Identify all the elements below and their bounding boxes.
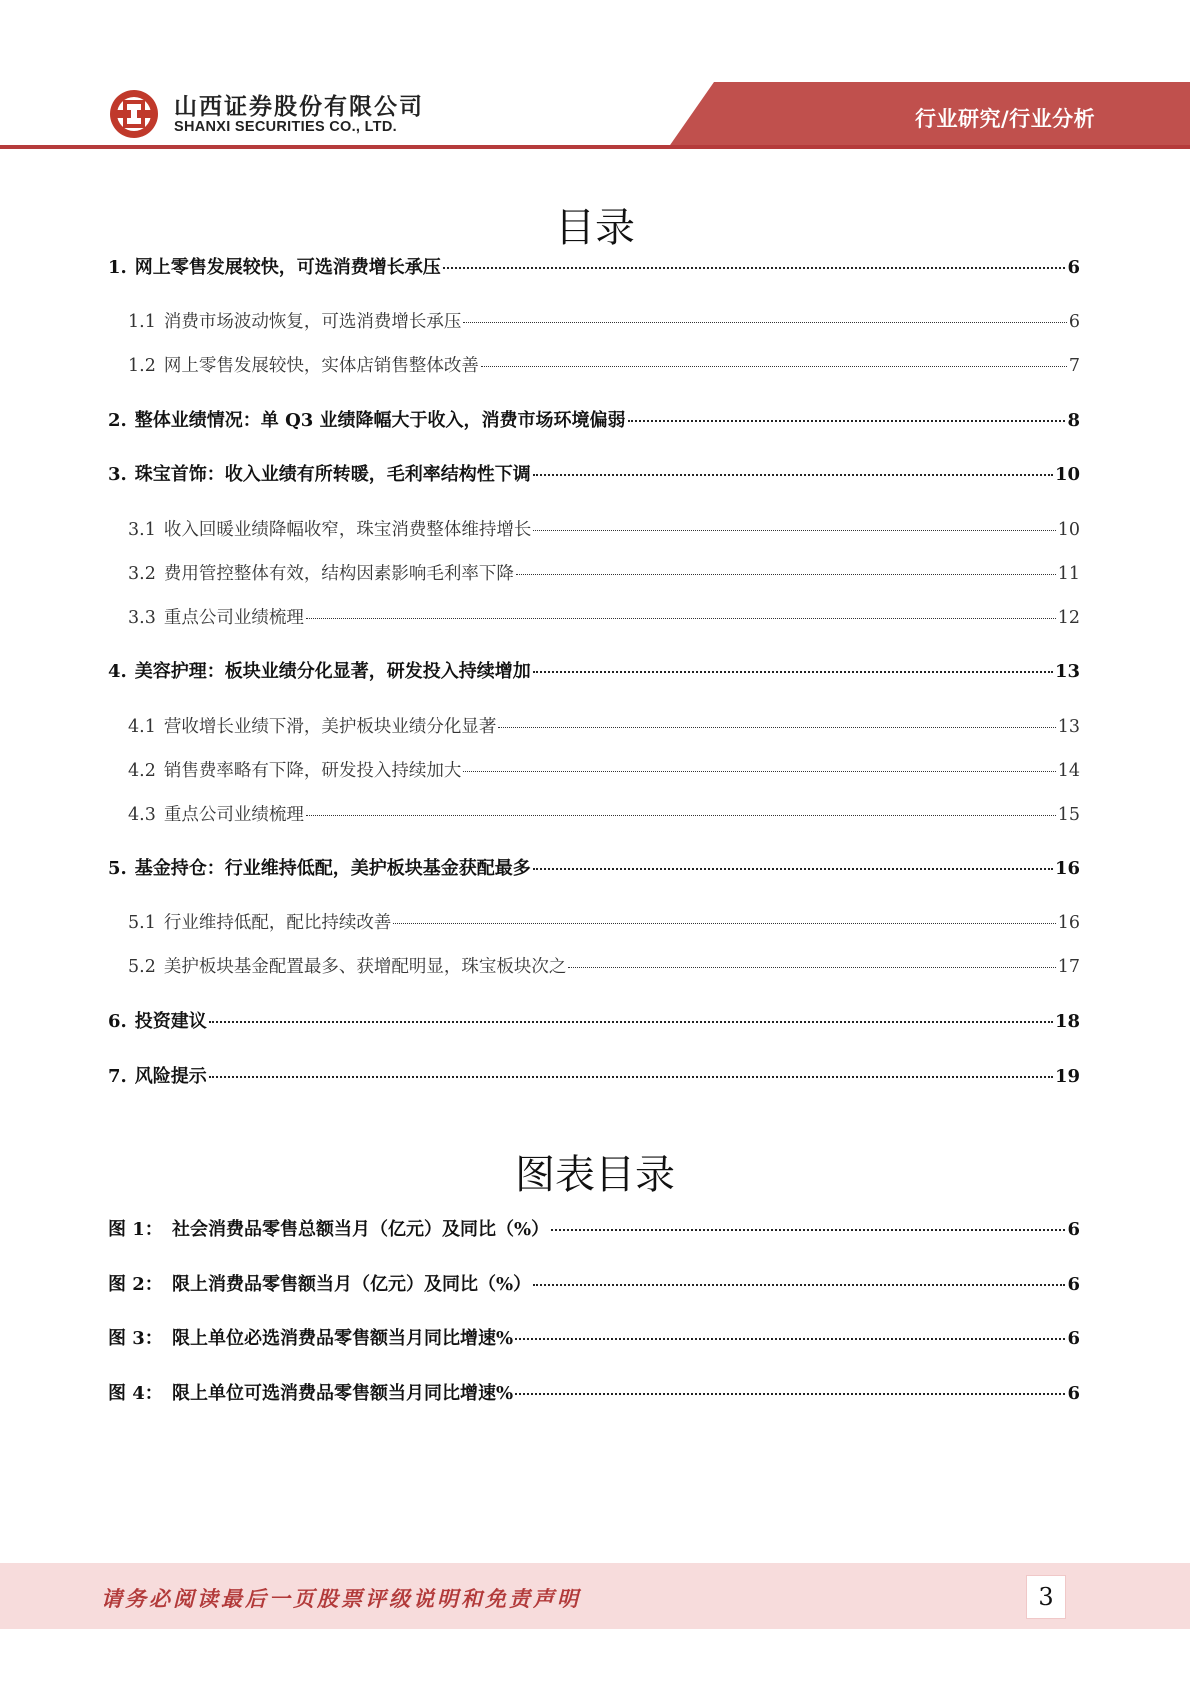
- toc-dot-leader: [393, 923, 1055, 924]
- toc-entry-title: 销售费率略有下降，研发投入持续加大: [163, 761, 462, 781]
- figure-dot-leader: [515, 1338, 1065, 1340]
- figure-entry-page: 6: [1067, 1274, 1080, 1295]
- figure-entry-title: 限上单位必选消费品零售额当月同比增速%: [172, 1328, 514, 1349]
- toc-entry-number: 7.: [108, 1066, 127, 1087]
- toc-dot-leader: [498, 727, 1055, 728]
- toc-entry-title: 美容护理：板块业绩分化显著，研发投入持续增加: [134, 661, 531, 682]
- toc-entry[interactable]: [128, 354, 1080, 378]
- toc-entry-page: 17: [1057, 957, 1080, 977]
- toc-dot-leader: [481, 366, 1067, 367]
- toc-entry-number: 3.: [108, 464, 127, 485]
- toc-entry[interactable]: [128, 606, 1080, 630]
- figure-entry-label: 图 3：: [108, 1328, 163, 1349]
- toc-entry-number: 4.1: [128, 717, 156, 737]
- toc-dot-leader: [306, 815, 1056, 816]
- page-number: 3: [1026, 1575, 1066, 1619]
- toc-entry[interactable]: [108, 463, 1080, 487]
- toc-entry-page: 16: [1057, 913, 1080, 933]
- figure-entry-label: 图 2：: [108, 1274, 163, 1295]
- figure-entry[interactable]: [108, 1218, 1080, 1242]
- toc-entry[interactable]: [128, 911, 1080, 935]
- toc-entry-title: 珠宝首饰：收入业绩有所转暖，毛利率结构性下调: [134, 464, 531, 485]
- toc-entry[interactable]: [128, 562, 1080, 586]
- figure-dot-leader: [515, 1393, 1065, 1395]
- toc-entry-number: 3.3: [128, 608, 156, 628]
- toc-entry-page: 11: [1057, 564, 1080, 584]
- toc-entry[interactable]: [128, 759, 1080, 783]
- figure-entry-page: 6: [1067, 1383, 1080, 1404]
- toc-dot-leader: [443, 267, 1066, 269]
- toc-entry-title: 重点公司业绩梳理: [163, 805, 304, 825]
- toc-entry-title: 行业维持低配，配比持续改善: [163, 913, 392, 933]
- toc-entry-title: 风险提示: [134, 1066, 207, 1087]
- figure-entry-label: 图 1：: [108, 1219, 163, 1240]
- toc-dot-leader: [568, 967, 1055, 968]
- toc-entry-page: 10: [1054, 464, 1080, 485]
- toc-entry[interactable]: [108, 857, 1080, 881]
- toc-entry-title: 网上零售发展较快，实体店销售整体改善: [163, 356, 479, 376]
- toc-entry-page: 7: [1068, 356, 1080, 376]
- figure-entry[interactable]: [108, 1327, 1080, 1351]
- toc-entry-title: 营收增长业绩下滑，美护板块业绩分化显著: [163, 717, 497, 737]
- toc-entry-page: 18: [1054, 1011, 1080, 1032]
- toc-entry-title: 投资建议: [134, 1011, 207, 1032]
- figure-entry[interactable]: [108, 1273, 1080, 1297]
- toc-entry[interactable]: [128, 803, 1080, 827]
- figure-entry-page: 6: [1067, 1219, 1080, 1240]
- toc-entry-page: 12: [1057, 608, 1080, 628]
- toc-entry[interactable]: [108, 1010, 1080, 1034]
- toc-entry[interactable]: [128, 715, 1080, 739]
- toc-title: 目录: [555, 205, 635, 251]
- toc-entry-number: 5.2: [128, 957, 156, 977]
- disclaimer-note[interactable]: 请务必阅读最后一页股票评级说明和免责声明: [101, 1586, 581, 1611]
- toc-entry[interactable]: [128, 518, 1080, 542]
- header-divider: [0, 145, 1190, 149]
- toc-dot-leader: [463, 771, 1055, 772]
- figure-entry[interactable]: [108, 1382, 1080, 1406]
- toc-dot-leader: [533, 474, 1053, 476]
- toc-entry-number: 2.: [108, 410, 127, 431]
- toc-entry-number: 3.2: [128, 564, 156, 584]
- toc-entry-page: 13: [1054, 661, 1080, 682]
- toc-dot-leader: [306, 618, 1056, 619]
- toc-entry-title: 美护板块基金配置最多、获增配明显，珠宝板块次之: [163, 957, 567, 977]
- company-logo-icon: [108, 88, 160, 140]
- toc-entry-title: 消费市场波动恢复，可选消费增长承压: [163, 312, 462, 332]
- toc-entry[interactable]: [108, 660, 1080, 684]
- company-name-en: SHANXI SECURITIES CO., LTD.: [174, 119, 397, 135]
- figure-dot-leader: [533, 1284, 1065, 1286]
- figure-list-title: 图表目录: [515, 1152, 675, 1198]
- page-header: [0, 0, 1190, 160]
- company-name-cn: 山西证券股份有限公司: [174, 94, 424, 120]
- toc-entry-number: 4.2: [128, 761, 156, 781]
- toc-dot-leader: [533, 671, 1053, 673]
- toc-entry-title: 收入回暖业绩降幅收窄，珠宝消费整体维持增长: [163, 520, 532, 540]
- toc-dot-leader: [516, 574, 1056, 575]
- toc-entry-number: 1.2: [128, 356, 156, 376]
- toc-entry-number: 4.: [108, 661, 127, 682]
- figure-entry-title: 限上消费品零售额当月（亿元）及同比（%）: [172, 1274, 532, 1295]
- figure-entry-label: 图 4：: [108, 1383, 163, 1404]
- figure-entry-page: 6: [1067, 1328, 1080, 1349]
- toc-dot-leader: [533, 530, 1055, 531]
- toc-entry-page: 15: [1057, 805, 1080, 825]
- figure-entry-title: 社会消费品零售总额当月（亿元）及同比（%）: [172, 1219, 550, 1240]
- report-category-tag: 行业研究/行业分析: [915, 107, 1096, 131]
- toc-entry-title: 基金持仓：行业维持低配，美护板块基金获配最多: [134, 858, 531, 879]
- toc-dot-leader: [533, 868, 1053, 870]
- toc-entry-number: 4.3: [128, 805, 156, 825]
- toc-entry[interactable]: [128, 310, 1080, 334]
- toc-dot-leader: [209, 1076, 1053, 1078]
- toc-entry-page: 19: [1054, 1066, 1080, 1087]
- toc-entry-number: 1.: [108, 257, 127, 278]
- toc-entry-number: 5.: [108, 858, 127, 879]
- toc-dot-leader: [463, 322, 1067, 323]
- figure-entry-title: 限上单位可选消费品零售额当月同比增速%: [172, 1383, 514, 1404]
- toc-entry-title: 费用管控整体有效，结构因素影响毛利率下降: [163, 564, 514, 584]
- toc-entry-page: 10: [1057, 520, 1080, 540]
- toc-dot-leader: [628, 420, 1066, 422]
- toc-entry-page: 13: [1057, 717, 1080, 737]
- toc-dot-leader: [209, 1021, 1053, 1023]
- toc-entry[interactable]: [108, 256, 1080, 280]
- toc-entry-page: 16: [1054, 858, 1080, 879]
- toc-entry[interactable]: [108, 1065, 1080, 1089]
- toc-entry-page: 14: [1057, 761, 1080, 781]
- toc-entry-page: 6: [1068, 312, 1080, 332]
- toc-entry-page: 8: [1067, 410, 1080, 431]
- toc-entry[interactable]: [128, 955, 1080, 979]
- figure-dot-leader: [551, 1229, 1065, 1231]
- toc-entry-title: 网上零售发展较快，可选消费增长承压: [134, 257, 441, 278]
- toc-entry-number: 6.: [108, 1011, 127, 1032]
- toc-entry-number: 5.1: [128, 913, 156, 933]
- toc-entry[interactable]: [108, 409, 1080, 433]
- toc-entry-title: 重点公司业绩梳理: [163, 608, 304, 628]
- toc-entry-number: 1.1: [128, 312, 156, 332]
- toc-entry-page: 6: [1067, 257, 1080, 278]
- toc-entry-number: 3.1: [128, 520, 156, 540]
- toc-entry-title: 整体业绩情况：单 Q3 业绩降幅大于收入，消费市场环境偏弱: [134, 410, 626, 431]
